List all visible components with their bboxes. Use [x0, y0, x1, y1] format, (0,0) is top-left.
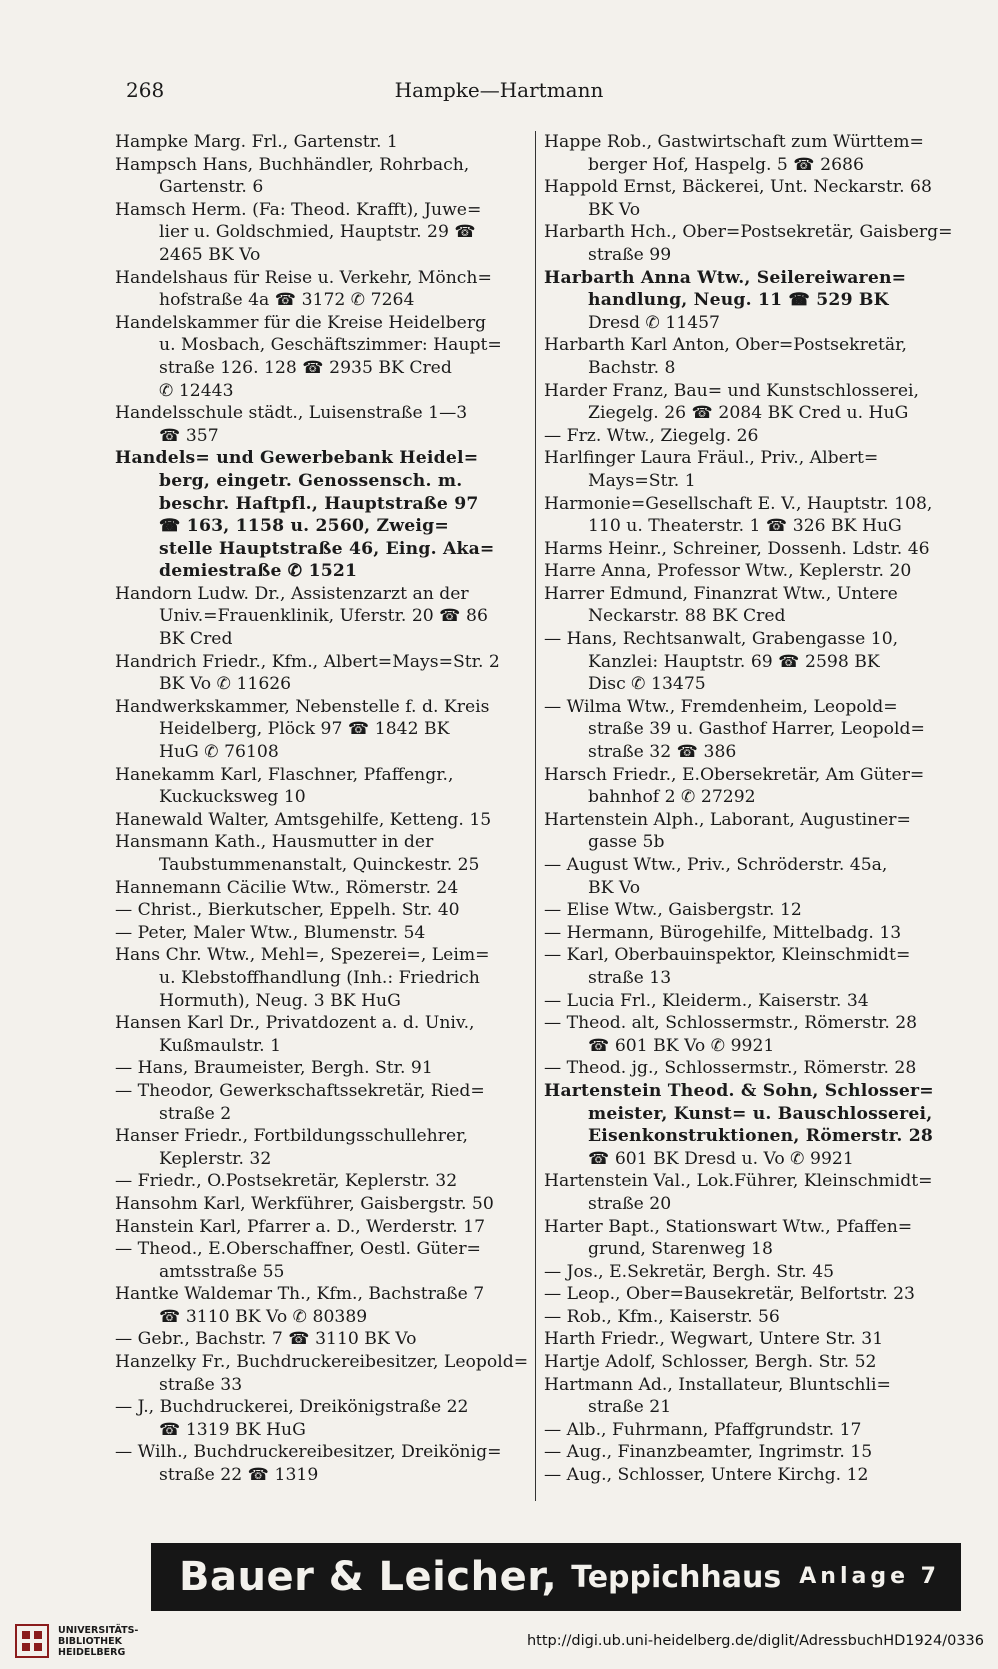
directory-entry-line: gasse 5b	[588, 832, 665, 853]
directory-entry-line: Harlfinger Laura Fräul., Priv., Albert=	[544, 448, 879, 469]
page-title: Hampke—Hartmann	[394, 78, 604, 102]
directory-entry-line: grund, Starenweg 18	[588, 1239, 773, 1260]
directory-entry-line: berg, eingetr. Genossensch. m.	[159, 470, 463, 491]
directory-entry-line: BK Cred	[159, 629, 233, 650]
directory-entry-line: 110 u. Theaterstr. 1 ☎ 326 BK HuG	[588, 516, 902, 537]
directory-entry-line: ☎ 3110 BK Vo ✆ 80389	[159, 1306, 368, 1327]
library-logo-icon	[14, 1623, 50, 1659]
directory-entry-line: Hartje Adolf, Schlosser, Bergh. Str. 52	[544, 1352, 877, 1373]
directory-entry-line: Hanstein Karl, Pfarrer a. D., Werderstr. 17	[115, 1216, 486, 1237]
directory-entry-line: Kanzlei: Hauptstr. 69 ☎ 2598 BK	[588, 651, 880, 672]
directory-entry-line: stelle Hauptstraße 46, Eing. Aka=	[159, 538, 495, 559]
directory-entry-line: Heidelberg, Plöck 97 ☎ 1842 BK	[159, 719, 450, 740]
directory-entry-line: — Karl, Oberbauinspektor, Kleinschmidt=	[544, 945, 911, 966]
directory-entry-line: — Aug., Finanzbeamter, Ingrimstr. 15	[544, 1442, 873, 1463]
directory-entry-line: Handwerkskammer, Nebenstelle f. d. Kreis	[115, 696, 490, 717]
directory-entry-line: Harth Friedr., Wegwart, Untere Str. 31	[544, 1329, 884, 1350]
directory-entry-line: Handels= und Gewerbebank Heidel=	[115, 448, 479, 469]
directory-entry-line: beschr. Haftpfl., Hauptstraße 97	[159, 493, 479, 514]
advertisement-sub: Teppichhaus	[571, 1559, 782, 1595]
directory-entry-line: straße 21	[588, 1397, 672, 1418]
directory-entry-line: — Theodor, Gewerkschaftssekretär, Ried=	[115, 1080, 485, 1101]
directory-entry-line: Bachstr. 8	[588, 357, 676, 378]
directory-entry-line: Hartenstein Theod. & Sohn, Schlosser=	[544, 1080, 934, 1101]
directory-entry-line: — Elise Wtw., Gaisbergstr. 12	[544, 900, 802, 921]
directory-entry-line: berger Hof, Haspelg. 5 ☎ 2686	[588, 154, 864, 175]
directory-entry-line: Hansen Karl Dr., Privatdozent a. d. Univ.,	[115, 1013, 475, 1034]
directory-entry-line: HuG ✆ 76108	[159, 742, 279, 763]
directory-entry-line: Hannemann Cäcilie Wtw., Römerstr. 24	[115, 877, 459, 898]
left-column	[115, 131, 530, 1487]
directory-entry-line: Ziegelg. 26 ☎ 2084 BK Cred u. HuG	[588, 403, 909, 424]
directory-entry-line: BK Vo	[588, 877, 641, 898]
directory-entry-line: Harms Heinr., Schreiner, Dossenh. Ldstr. 46	[544, 538, 930, 559]
directory-entry-line: hofstraße 4a ☎ 3172 ✆ 7264	[159, 290, 415, 311]
directory-entry-line: — Peter, Maler Wtw., Blumenstr. 54	[115, 922, 426, 943]
directory-entry-line: Hartenstein Alph., Laborant, Augustiner=	[544, 809, 911, 830]
advertisement-suffix: Anlage 7	[799, 1564, 940, 1589]
directory-entry-line: — J., Buchdruckerei, Dreikönigstraße 22	[115, 1397, 469, 1418]
directory-entry-line: ☎ 163, 1158 u. 2560, Zweig=	[159, 516, 449, 537]
directory-entry-line: — Jos., E.Sekretär, Bergh. Str. 45	[544, 1261, 835, 1282]
directory-entry-line: — Theod. jg., Schlossermstr., Römerstr. 28	[544, 1058, 917, 1079]
directory-entry-line: amtsstraße 55	[159, 1261, 285, 1282]
directory-entry-line: Mays=Str. 1	[588, 470, 696, 491]
directory-entry-line: Harbarth Anna Wtw., Seilereiwaren=	[544, 267, 907, 288]
directory-entry-line: — August Wtw., Priv., Schröderstr. 45a,	[544, 855, 888, 875]
directory-entry-line: — Gebr., Bachstr. 7 ☎ 3110 BK Vo	[115, 1329, 417, 1350]
directory-entry-line: Handelsschule städt., Luisenstraße 1—3	[115, 403, 468, 424]
directory-entry-line: Taubstummenanstalt, Quinckestr. 25	[159, 855, 480, 875]
directory-entry-line: straße 2	[159, 1103, 232, 1124]
directory-entry-line: 2465 BK Vo	[159, 244, 261, 265]
logo-line: BIBLIOTHEK	[58, 1636, 122, 1647]
directory-entry-line: Disc ✆ 13475	[588, 674, 706, 695]
advertisement-banner	[151, 1543, 961, 1611]
directory-entry-line: — Lucia Frl., Kleiderm., Kaiserstr. 34	[544, 990, 869, 1011]
directory-entry-line: Univ.=Frauenklinik, Uferstr. 20 ☎ 86	[159, 606, 488, 627]
directory-entry-line: straße 39 u. Gasthof Harrer, Leopold=	[588, 719, 925, 740]
directory-entry-line: Handelskammer für die Kreise Heidelberg	[115, 312, 487, 333]
directory-entry-line: Harre Anna, Professor Wtw., Keplerstr. 20	[544, 561, 912, 582]
directory-entry-line: Neckarstr. 88 BK Cred	[588, 606, 786, 627]
footer	[0, 1615, 998, 1669]
directory-entry-line: Harmonie=Gesellschaft E. V., Hauptstr. 108,	[544, 493, 933, 514]
directory-entry-line: — Christ., Bierkutscher, Eppelh. Str. 40	[115, 900, 460, 921]
directory-entry-line: meister, Kunst= u. Bauschlosserei,	[588, 1103, 933, 1124]
directory-entry-line: Harbarth Karl Anton, Ober=Postsekretär,	[544, 335, 907, 356]
directory-entry-line: Happold Ernst, Bäckerei, Unt. Neckarstr. 68	[544, 177, 932, 198]
directory-entry-line: Happe Rob., Gastwirtschaft zum Württem=	[544, 132, 924, 152]
logo-line: UNIVERSITÄTS-	[58, 1625, 139, 1636]
directory-entry-line: Hartenstein Val., Lok.Führer, Kleinschmidt=	[544, 1171, 933, 1192]
directory-entry-line: straße 13	[588, 967, 672, 988]
directory-entry-line: — Frz. Wtw., Ziegelg. 26	[544, 425, 759, 446]
directory-entry-line: u. Klebstoffhandlung (Inh.: Friedrich	[159, 967, 480, 988]
page-number: 268	[126, 78, 165, 102]
directory-entry-line: ✆ 12443	[159, 380, 234, 401]
directory-entry-line: bahnhof 2 ✆ 27292	[588, 787, 756, 808]
directory-entry-line: Hantke Waldemar Th., Kfm., Bachstraße 7	[115, 1284, 485, 1305]
directory-entry-line: Harbarth Hch., Ober=Postsekretär, Gaisberg=	[544, 222, 953, 243]
directory-entry-line: Hansmann Kath., Hausmutter in der	[115, 832, 434, 853]
directory-entry-line: Harter Bapt., Stationswart Wtw., Pfaffen=	[544, 1216, 913, 1237]
directory-entry-line: Hanekamm Karl, Flaschner, Pfaffengr.,	[115, 764, 454, 785]
directory-entry-line: Harsch Friedr., E.Obersekretär, Am Güter=	[544, 764, 925, 785]
directory-entry-line: — Hans, Rechtsanwalt, Grabengasse 10,	[544, 629, 899, 650]
directory-entry-line: — Wilh., Buchdruckereibesitzer, Dreikönig=	[115, 1442, 502, 1463]
directory-entry-line: u. Mosbach, Geschäftszimmer: Haupt=	[159, 335, 502, 356]
directory-entry-line: Hamsch Herm. (Fa: Theod. Krafft), Juwe=	[115, 199, 482, 220]
right-column	[544, 131, 964, 1487]
directory-entry-line: straße 33	[159, 1374, 243, 1395]
directory-entry-line: Handelshaus für Reise u. Verkehr, Mönch=	[115, 267, 492, 288]
directory-entry-line: lier u. Goldschmied, Hauptstr. 29 ☎	[159, 222, 476, 243]
directory-entry-line: Kuckucksweg 10	[159, 787, 306, 808]
directory-entry-line: Hans Chr. Wtw., Mehl=, Spezerei=, Leim=	[115, 945, 490, 966]
directory-entry-line: — Theod., E.Oberschaffner, Oestl. Güter=	[115, 1239, 481, 1260]
directory-entry-line: ☎ 357	[159, 425, 219, 446]
directory-entry-line: Handorn Ludw. Dr., Assistenzarzt an der	[115, 583, 469, 604]
directory-entry-line: Kußmaulstr. 1	[159, 1035, 282, 1056]
directory-entry-line: ☎ 601 BK Vo ✆ 9921	[588, 1035, 775, 1056]
directory-entry-line: Harder Franz, Bau= und Kunstschlosserei,	[544, 380, 920, 401]
logo-line: HEIDELBERG	[58, 1647, 126, 1658]
directory-entry-line: Keplerstr. 32	[159, 1148, 272, 1169]
directory-entry-line: — Alb., Fuhrmann, Pfaffgrundstr. 17	[544, 1419, 862, 1440]
directory-entry-line: straße 126. 128 ☎ 2935 BK Cred	[159, 357, 452, 378]
directory-entry-line: Eisenkonstruktionen, Römerstr. 28	[588, 1126, 934, 1147]
directory-entry-line: ☎ 1319 BK HuG	[159, 1419, 306, 1440]
directory-entry-line: Hampsch Hans, Buchhändler, Rohrbach,	[115, 154, 470, 175]
library-logo-text	[58, 1625, 138, 1658]
directory-entry-line: straße 20	[588, 1193, 672, 1214]
directory-entry-line: Hansohm Karl, Werkführer, Gaisbergstr. 50	[115, 1193, 494, 1214]
directory-entry-line: — Hans, Braumeister, Bergh. Str. 91	[115, 1058, 433, 1079]
source-url[interactable]: http://digi.ub.uni-heidelberg.de/diglit/AdressbuchHD1924/0336	[526, 1633, 984, 1649]
directory-entry-line: Hanzelky Fr., Buchdruckereibesitzer, Leopold=	[115, 1352, 529, 1373]
directory-entry-line: straße 22 ☎ 1319	[159, 1465, 319, 1486]
directory-entry-line: straße 99	[588, 244, 672, 265]
advertisement-main: Bauer & Leicher,	[179, 1554, 558, 1600]
directory-entry-line: Hartmann Ad., Installateur, Bluntschli=	[544, 1374, 891, 1395]
directory-entry-line: — Wilma Wtw., Fremdenheim, Leopold=	[544, 696, 898, 717]
directory-entry-line: BK Vo ✆ 11626	[159, 674, 292, 695]
directory-entry-line: ☎ 601 BK Dresd u. Vo ✆ 9921	[588, 1148, 854, 1169]
directory-entry-line: Hanser Friedr., Fortbildungsschullehrer,	[115, 1126, 468, 1147]
directory-entry-line: Harrer Edmund, Finanzrat Wtw., Untere	[544, 583, 898, 604]
directory-entry-line: Hanewald Walter, Amtsgehilfe, Ketteng. 15	[115, 809, 492, 830]
directory-entry-line: Handrich Friedr., Kfm., Albert=Mays=Str. 2	[115, 651, 500, 672]
directory-entry-line: BK Vo	[588, 199, 641, 220]
directory-entry-line: Hormuth), Neug. 3 BK HuG	[159, 990, 401, 1011]
column-divider	[535, 131, 536, 1501]
directory-entry-line: — Aug., Schlosser, Untere Kirchg. 12	[544, 1465, 869, 1486]
directory-entry-line: Hampke Marg. Frl., Gartenstr. 1	[115, 132, 398, 152]
directory-entry-line: Gartenstr. 6	[159, 177, 264, 198]
directory-entry-line: — Rob., Kfm., Kaiserstr. 56	[544, 1306, 780, 1327]
directory-entry-line: — Leop., Ober=Bausekretär, Belfortstr. 23	[544, 1284, 915, 1305]
directory-entry-line: demiestraße ✆ 1521	[159, 561, 358, 582]
directory-entry-line: — Friedr., O.Postsekretär, Keplerstr. 32	[115, 1171, 458, 1192]
directory-entry-line: straße 32 ☎ 386	[588, 742, 737, 763]
directory-entry-line: — Theod. alt, Schlossermstr., Römerstr. 28	[544, 1013, 918, 1034]
directory-entry-line: handlung, Neug. 11 ☎ 529 BK	[588, 290, 889, 311]
directory-entry-line: Dresd ✆ 11457	[588, 312, 720, 333]
directory-entry-line: — Hermann, Bürogehilfe, Mittelbadg. 13	[544, 922, 902, 943]
